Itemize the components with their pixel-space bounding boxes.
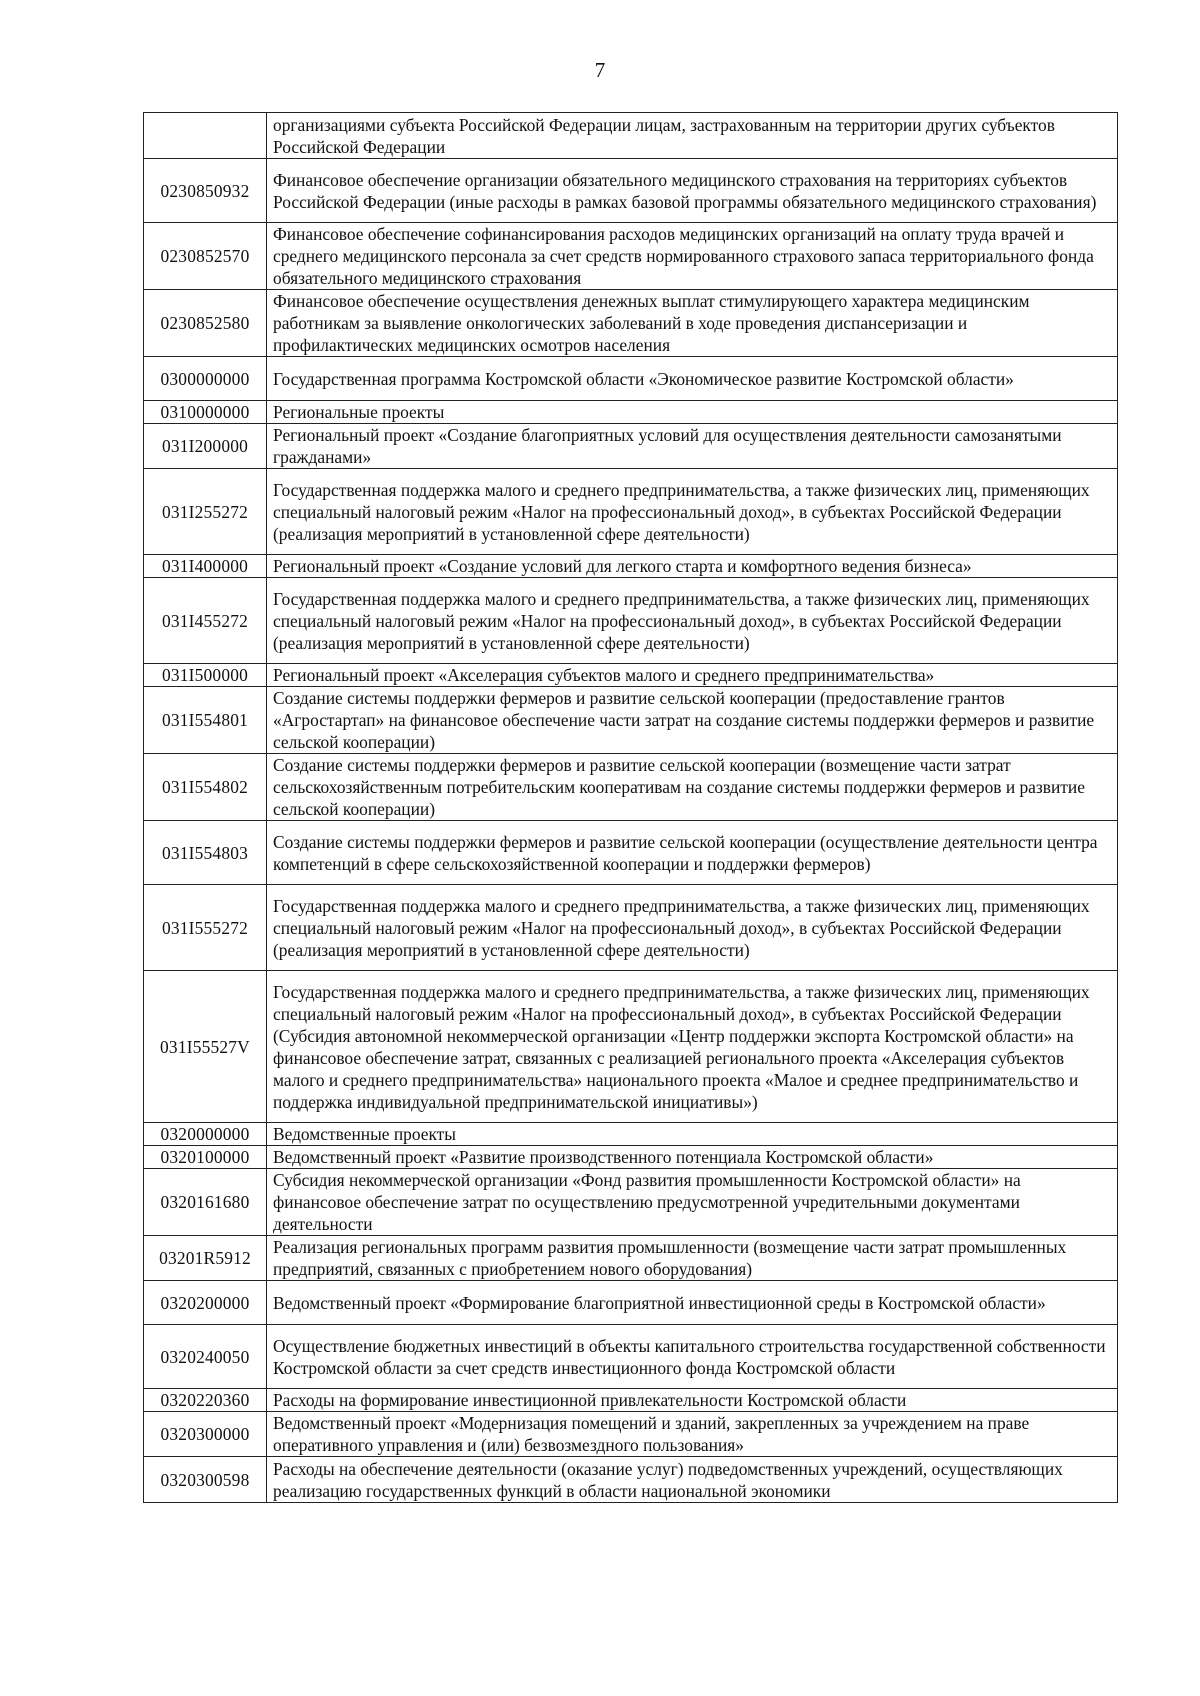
row-description: Создание системы поддержки фермеров и развитие сельской кооперации (возмещение части затрат сельскохозяйственным потребительским кооперативам на создание системы поддержки фермеров и развитие сельской кооперации) [267,754,1118,821]
table-row [144,1123,1118,1146]
row-description: Государственная поддержка малого и среднего предпринимательства, а также физических лиц, применяющих специальный налоговый режим «Налог на профессиональный доход», в субъектах Российской Федерации (реализация мероприятий в установленной сфере деятельности) [267,469,1118,555]
row-code: 0320100000 [144,1146,267,1169]
table-row [144,1281,1118,1325]
table-row [144,1146,1118,1169]
row-description: Государственная программа Костромской области «Экономическое развитие Костромской области» [267,357,1118,401]
table-row [144,401,1118,424]
row-description: Ведомственный проект «Формирование благоприятной инвестиционной среды в Костромской области» [267,1281,1118,1325]
row-code: 031I554803 [144,821,267,885]
table-row [144,664,1118,687]
table-row [144,885,1118,971]
row-code: 031I500000 [144,664,267,687]
row-code [144,113,267,159]
table-row [144,113,1118,159]
table-row [144,159,1118,223]
row-code: 0320000000 [144,1123,267,1146]
row-code: 0320161680 [144,1169,267,1236]
table-row [144,223,1118,290]
table-row [144,1412,1118,1457]
row-description: Реализация региональных программ развития промышленности (возмещение части затрат промышленных предприятий, связанных с приобретением нового оборудования) [267,1236,1118,1281]
table-body [144,113,1118,1503]
row-description: Финансовое обеспечение осуществления денежных выплат стимулирующего характера медицинским работникам за выявление онкологических заболеваний в ходе проведения диспансеризации и профилактических медицинских осмотров населения [267,290,1118,357]
row-description: Осуществление бюджетных инвестиций в объекты капитального строительства государственной собственности Костромской области за счет средств инвестиционного фонда Костромской области [267,1325,1118,1389]
row-code: 031I55527V [144,971,267,1123]
row-description: Субсидия некоммерческой организации «Фонд развития промышленности Костромской области» на финансовое обеспечение затрат по осуществлению предусмотренной учредительными документами деятельности [267,1169,1118,1236]
row-description: Создание системы поддержки фермеров и развитие сельской кооперации (осуществление деятельности центра компетенций в сфере сельскохозяйственной кооперации и поддержки фермеров) [267,821,1118,885]
row-code: 031I200000 [144,424,267,469]
row-description: Региональный проект «Создание условий для легкого старта и комфортного ведения бизнеса» [267,555,1118,578]
table-row [144,1389,1118,1412]
row-code: 0320240050 [144,1325,267,1389]
budget-classification-table [143,112,1118,1503]
row-code: 0320300000 [144,1412,267,1457]
row-description: Создание системы поддержки фермеров и развитие сельской кооперации (предоставление грантов «Агростартап» на финансовое обеспечение части затрат на создание системы поддержки фермеров и развитие сельской кооперации) [267,687,1118,754]
table-row [144,424,1118,469]
row-description: Финансовое обеспечение организации обязательного медицинского страхования на территориях субъектов Российской Федерации (иные расходы в рамках базовой программы обязательного медицинского страхования) [267,159,1118,223]
row-description: Государственная поддержка малого и среднего предпринимательства, а также физических лиц, применяющих специальный налоговый режим «Налог на профессиональный доход», в субъектах Российской Федерации (Субсидия автономной некоммерческой организации «Центр поддержки экспорта Костромской области» на финансовое обеспечение затрат, связанных с реализацией регионального проекта «Акселерация субъектов малого и среднего предпринимательства» национального проекта «Малое и среднее предпринимательство и поддержка индивидуальной предпринимательской инициативы») [267,971,1118,1123]
row-description: Финансовое обеспечение софинансирования расходов медицинских организаций на оплату труда врачей и среднего медицинского персонала за счет средств нормированного страхового запаса территориального фонда обязательного медицинского страхования [267,223,1118,290]
row-code: 031I255272 [144,469,267,555]
row-code: 031I554802 [144,754,267,821]
row-description: Ведомственный проект «Модернизация помещений и зданий, закрепленных за учреждением на праве оперативного управления и (или) безвозмездного пользования» [267,1412,1118,1457]
row-code: 031I400000 [144,555,267,578]
row-code: 03201R5912 [144,1236,267,1281]
table-row [144,1325,1118,1389]
row-description: организациями субъекта Российской Федерации лицам, застрахованным на территории других субъектов Российской Федерации [267,113,1118,159]
row-code: 0310000000 [144,401,267,424]
row-code: 0320300598 [144,1457,267,1503]
table-row [144,1457,1118,1503]
row-description: Расходы на формирование инвестиционной привлекательности Костромской области [267,1389,1118,1412]
table-row [144,1169,1118,1236]
row-code: 0320220360 [144,1389,267,1412]
row-description: Региональный проект «Создание благоприятных условий для осуществления деятельности самозанятыми гражданами» [267,424,1118,469]
table-row [144,555,1118,578]
row-description: Расходы на обеспечение деятельности (оказание услуг) подведомственных учреждений, осуществляющих реализацию государственных функций в области национальной экономики [267,1457,1118,1503]
page-number: 7 [594,58,606,82]
row-code: 0230850932 [144,159,267,223]
row-code: 031I555272 [144,885,267,971]
row-code: 031I554801 [144,687,267,754]
table-row [144,971,1118,1123]
row-code: 0230852570 [144,223,267,290]
row-code: 0320200000 [144,1281,267,1325]
row-description: Ведомственные проекты [267,1123,1118,1146]
table-row [144,469,1118,555]
table-row [144,821,1118,885]
table-row [144,357,1118,401]
table-row [144,687,1118,754]
row-description: Государственная поддержка малого и среднего предпринимательства, а также физических лиц, применяющих специальный налоговый режим «Налог на профессиональный доход», в субъектах Российской Федерации (реализация мероприятий в установленной сфере деятельности) [267,578,1118,664]
row-code: 031I455272 [144,578,267,664]
table-row [144,290,1118,357]
row-code: 0300000000 [144,357,267,401]
row-description: Региональный проект «Акселерация субъектов малого и среднего предпринимательства» [267,664,1118,687]
row-description: Государственная поддержка малого и среднего предпринимательства, а также физических лиц, применяющих специальный налоговый режим «Налог на профессиональный доход», в субъектах Российской Федерации (реализация мероприятий в установленной сфере деятельности) [267,885,1118,971]
table-row [144,754,1118,821]
row-description: Ведомственный проект «Развитие производственного потенциала Костромской области» [267,1146,1118,1169]
row-description: Региональные проекты [267,401,1118,424]
table-row [144,1236,1118,1281]
table-row [144,578,1118,664]
row-code: 0230852580 [144,290,267,357]
